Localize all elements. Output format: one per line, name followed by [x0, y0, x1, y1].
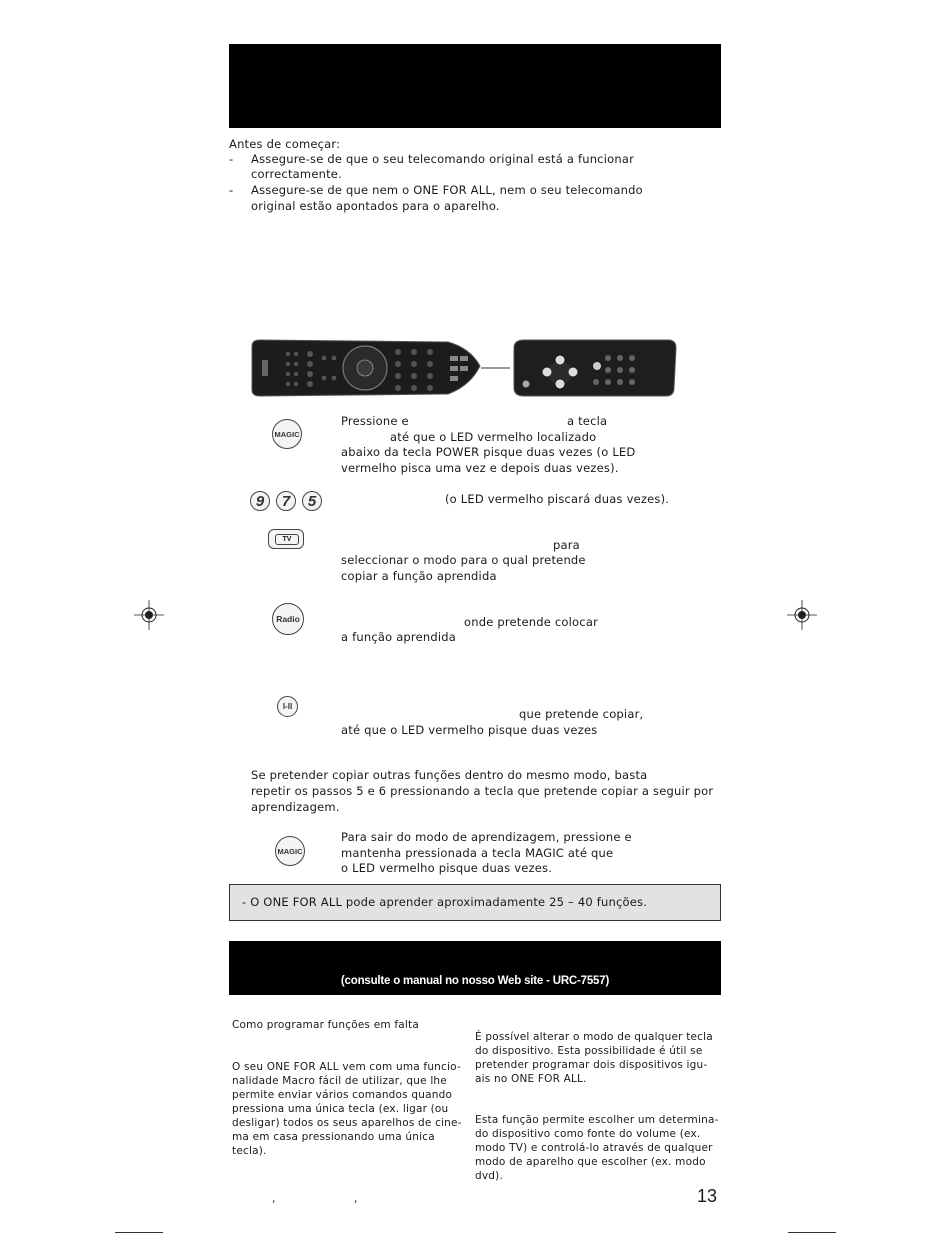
big-remote-icon: [252, 340, 480, 396]
step3-text-b: seleccionar o modo para o qual pretende: [341, 553, 586, 567]
section-banner-subtitle: (consulte o manual no nosso Web site - URC-7557): [340, 975, 610, 987]
exit-text-3: o LED vermelho pisque duas vezes.: [341, 861, 553, 875]
page-number: 13: [697, 1186, 718, 1206]
comma-mark: ,: [354, 1193, 358, 1205]
bullet-2-line-2: original estão apontados para o aparelho.: [251, 199, 500, 213]
magic-key-label: MAGIC: [274, 429, 300, 439]
repeat-text-2: repetir os passos 5 e 6 pressionando a tecla que pretende copiar a seguir por: [251, 784, 714, 798]
step3-text-c: copiar a função aprendida: [341, 569, 497, 583]
radio-key-label: Radio: [276, 614, 300, 624]
small-remote-icon: [514, 340, 676, 396]
right-para1-2: do dispositivo. Esta possibilidade é útil se: [475, 1045, 703, 1057]
intro-heading: Antes de começar:: [229, 137, 341, 151]
right-para1-1: É possível alterar o modo de qualquer tecla: [475, 1031, 713, 1043]
left-para-6: ma em casa pressionando uma única: [232, 1131, 435, 1143]
bullet-marker: -: [229, 152, 234, 166]
step4-text-a: onde pretende colocar: [464, 615, 598, 629]
left-para-5: desligar) todos os seus aparelhos de cine-: [232, 1117, 462, 1129]
dual-key-icon: [277, 696, 298, 717]
right-para2-5: dvd).: [475, 1170, 503, 1182]
radio-key-icon: [272, 603, 304, 635]
step1-text-e: vermelho pisca uma vez e depois duas vezes).: [341, 461, 619, 475]
magic-key-exit-icon: [275, 836, 305, 866]
comma-mark: ,: [272, 1193, 276, 1205]
repeat-text-3: aprendizagem.: [251, 800, 340, 814]
step2-text: (o LED vermelho piscará duas vezes).: [445, 492, 670, 506]
key-7-icon: 7: [276, 491, 296, 511]
step1-text-c: até que o LED vermelho localizado: [390, 430, 597, 444]
repeat-text-1: Se pretender copiar outras funções dentro do mesmo modo, basta: [251, 768, 648, 782]
exit-text-1: Para sair do modo de aprendizagem, pressione e: [341, 830, 632, 844]
key-9-icon: 9: [250, 491, 270, 511]
step1-text-b: a tecla: [567, 414, 608, 428]
right-para2-4: modo de aparelho que escolher (ex. modo: [475, 1156, 706, 1168]
magic-key-exit-label: MAGIC: [277, 846, 303, 856]
left-heading: Como programar funções em falta: [232, 1019, 419, 1031]
key-5-icon: 5: [302, 491, 322, 511]
left-para-2: nalidade Macro fácil de utilizar, que lhe: [232, 1075, 447, 1087]
tv-key-icon: [268, 529, 304, 549]
magic-key-icon: [272, 419, 302, 449]
step3-text-a: para: [553, 538, 580, 552]
exit-text-2: mantenha pressionada a tecla MAGIC até que: [341, 846, 614, 860]
registration-mark-icon: [134, 600, 164, 630]
step1-text-a: Pressione e: [341, 414, 409, 428]
left-para-4: pressiona uma única tecla (ex. ligar (ou: [232, 1103, 449, 1115]
left-para-1: O seu ONE FOR ALL vem com uma funcio-: [232, 1061, 461, 1073]
registration-mark-icon: [787, 600, 817, 630]
right-para2-1: Esta função permite escolher um determina-: [475, 1114, 719, 1126]
dual-key-label: I-II: [282, 702, 293, 711]
bullet-1-line-1: Assegure-se de que o seu telecomando original está a funcionar: [251, 152, 634, 166]
bullet-2-line-1: Assegure-se de que nem o ONE FOR ALL, nem o seu telecomando: [251, 183, 643, 197]
section-banner: [229, 941, 721, 995]
step5-text-b: até que o LED vermelho pisque duas vezes: [341, 723, 598, 737]
remotes-illustration: [248, 338, 680, 402]
step1-text-d: abaixo da tecla POWER pisque duas vezes (o LED: [341, 445, 636, 459]
left-para-3: permite enviar vários comandos quando: [232, 1089, 453, 1101]
note-box: [229, 884, 721, 921]
tv-key-label: TV: [275, 534, 299, 545]
step4-text-b: a função aprendida: [341, 630, 457, 644]
right-para1-4: ais no ONE FOR ALL.: [475, 1073, 587, 1085]
note-text: - O ONE FOR ALL pode aprender aproximadamente 25 – 40 funções.: [242, 895, 648, 909]
title-banner: [229, 44, 721, 128]
bullet-1-line-2: correctamente.: [251, 167, 342, 181]
bullet-marker: -: [229, 183, 234, 197]
right-para1-3: pretender programar dois dispositivos igu-: [475, 1059, 708, 1071]
left-para-7: tecla).: [232, 1145, 267, 1157]
right-para2-3: modo TV) e controlá-lo através de qualquer: [475, 1142, 713, 1154]
right-para2-2: do dispositivo como fonte do volume (ex.: [475, 1128, 701, 1140]
step5-text-a: que pretende copiar,: [519, 707, 644, 721]
